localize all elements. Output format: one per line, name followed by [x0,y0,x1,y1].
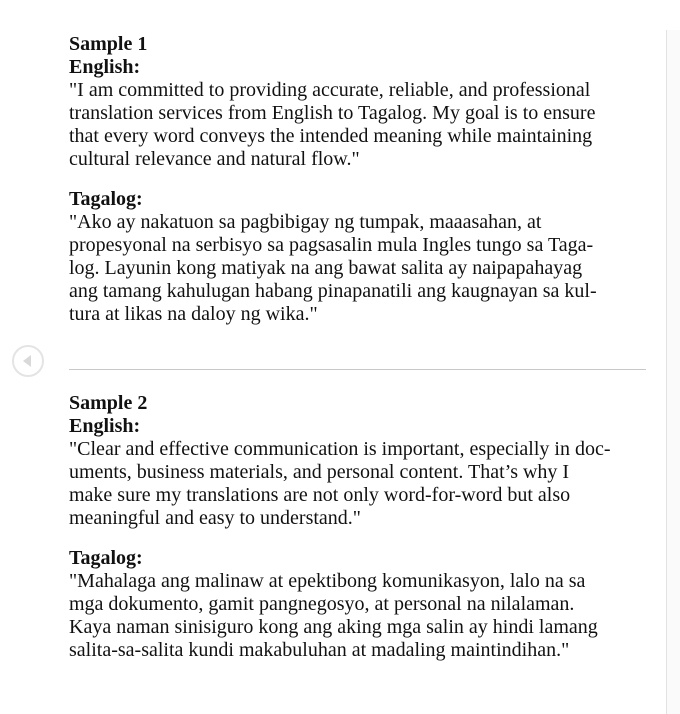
text-line: translation services from English to Tagalog. My goal is to ensure [69,102,596,124]
text-line: Kaya naman sinisiguro kong ang aking mga salin ay hindi lamang [69,616,598,638]
previous-button[interactable] [12,345,44,377]
sample-1 [69,33,649,326]
tagalog-label: Tagalog: [69,188,143,210]
text-line: cultural relevance and natural flow." [69,148,360,170]
text-line: uments, business materials, and personal content. That’s why I [69,461,570,483]
text-line: log. Layunin kong matiyak na ang bawat salita ay naipapahayag [69,257,583,279]
text-line: "Clear and effective communication is important, especially in doc- [69,438,611,460]
chevron-left-icon [23,355,31,367]
tagalog-text [69,211,649,326]
text-line: ang tamang kahulugan habang pinapanatili ang kaugnayan sa kul- [69,280,597,302]
text-line: make sure my translations are not only word-for-word but also [69,484,571,506]
text-line: tura at likas na daloy ng wika." [69,303,318,325]
english-label: English: [69,56,141,78]
text-line: "Ako ay nakatuon sa pagbibigay ng tumpak, maaasahan, at [69,211,542,233]
text-line: salita-sa-salita kundi makabuluhan at madaling maintindihan." [69,639,570,661]
text-line: "Mahalaga ang malinaw at epektibong komunikasyon, lalo na sa [69,570,586,592]
section-divider [69,369,646,370]
tagalog-text [69,570,649,662]
sample-title: Sample 2 [69,392,148,414]
english-label: English: [69,415,141,437]
text-line: mga dokumento, gamit pangnegosyo, at personal na nilalaman. [69,593,575,615]
text-line: propesyonal na serbisyo sa pagsasalin mula Ingles tungo sa Taga- [69,234,594,256]
page-gutter [667,30,680,714]
text-line: that every word conveys the intended meaning while maintaining [69,125,593,147]
english-text [69,438,649,530]
tagalog-label: Tagalog: [69,547,143,569]
text-line: meaningful and easy to understand." [69,507,361,529]
text-line: "I am committed to providing accurate, reliable, and professional [69,79,591,101]
sample-title: Sample 1 [69,33,148,55]
english-text [69,79,649,171]
sample-2 [69,392,649,662]
